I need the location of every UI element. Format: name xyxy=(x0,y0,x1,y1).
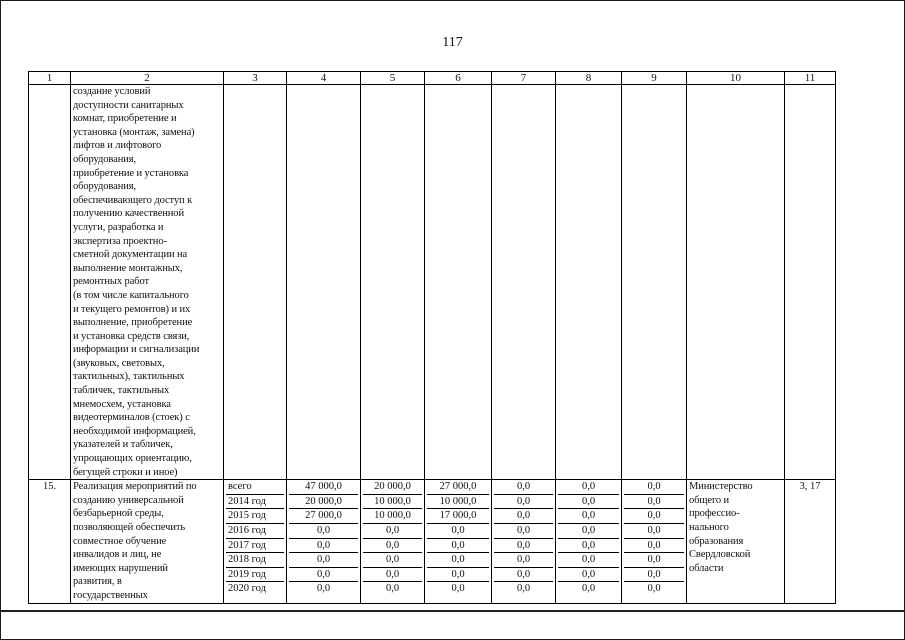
empty-cell xyxy=(622,85,687,480)
value-col7: 0,0 xyxy=(494,553,553,568)
empty-cell xyxy=(492,85,556,480)
period-row xyxy=(289,480,358,494)
col6-values xyxy=(427,480,489,596)
period-label: 2017 год xyxy=(226,538,284,553)
value-col5: 0,0 xyxy=(363,567,422,582)
value-col8: 0,0 xyxy=(558,553,619,568)
period-row xyxy=(624,582,684,596)
period-row xyxy=(494,480,553,494)
period-row xyxy=(363,494,422,509)
period-row xyxy=(558,582,619,596)
period-label: 2018 год xyxy=(226,553,284,568)
col5-values xyxy=(363,480,422,596)
value-col6: 0,0 xyxy=(427,524,489,539)
period-row xyxy=(624,538,684,553)
value-col4: 0,0 xyxy=(289,567,358,582)
value-col5: 0,0 xyxy=(363,553,422,568)
value-col4: 0,0 xyxy=(289,524,358,539)
value-col6: 17 000,0 xyxy=(427,509,489,524)
value-col8: 0,0 xyxy=(558,538,619,553)
value-col8: 0,0 xyxy=(558,567,619,582)
period-row xyxy=(624,553,684,568)
column-number-header-row xyxy=(29,72,836,85)
period-row xyxy=(226,582,284,596)
period-row xyxy=(427,567,489,582)
period-row xyxy=(624,480,684,494)
period-label: 2014 год xyxy=(226,494,284,509)
row-description: Реализация мероприятий по созданию универсальной безбарьерной среды, позволяющей обеспечить совместное обучение инвалидов и лиц, не имеющих нарушений развития, в государственных xyxy=(71,480,224,603)
period-row xyxy=(226,509,284,524)
empty-cell xyxy=(425,85,492,480)
period-row xyxy=(226,567,284,582)
period-row xyxy=(494,582,553,596)
value-col6: 0,0 xyxy=(427,567,489,582)
value-col5: 0,0 xyxy=(363,538,422,553)
period-row xyxy=(427,480,489,494)
value-col5: 0,0 xyxy=(363,524,422,539)
value-col9: 0,0 xyxy=(624,538,684,553)
period-row xyxy=(624,524,684,539)
bottom-rule xyxy=(0,610,905,612)
period-row xyxy=(427,553,489,568)
period-row xyxy=(427,538,489,553)
value-col9: 0,0 xyxy=(624,524,684,539)
value-col8: 0,0 xyxy=(558,494,619,509)
value-col8: 0,0 xyxy=(581,481,596,493)
col9-values xyxy=(624,480,684,596)
value-col5: 10 000,0 xyxy=(363,509,422,524)
executor: Министерство общего и профессио- нального образования Свердловской области xyxy=(687,480,785,603)
column-header: 11 xyxy=(785,72,836,85)
period-row xyxy=(494,509,553,524)
period-row xyxy=(624,509,684,524)
value-col5: 10 000,0 xyxy=(363,494,422,509)
col4-values xyxy=(289,480,358,596)
empty-cell xyxy=(361,85,425,480)
period-row xyxy=(226,538,284,553)
value-col4: 27 000,0 xyxy=(289,509,358,524)
value-col8: 0,0 xyxy=(558,509,619,524)
period-row xyxy=(624,494,684,509)
column-header: 5 xyxy=(361,72,425,85)
period-row xyxy=(289,509,358,524)
continued-description: создание условий доступности санитарных комнат, приобретение и установка (монтаж, замена) лифтов и лифтового оборудования, приобретение и установка оборудования, обеспечивающего доступ к получению качественной услуги, разработка и экспертиза проектно- сметной документации на выполнение монтажных, ремонтных работ (в том числе капитального и текущего ремонтов) и их выполнение, приобретение и установка средств связи, информации и сигнализации (звуковых, световых, тактильных), тактильных табличек, тактильных мнемосхем, установка видеотерминалов (стоек) с необходимой информацией, указателей и табличек, упрощающих ориентацию, бегущей строки и иное) xyxy=(71,85,224,480)
empty-cell xyxy=(785,85,836,480)
col6-cell xyxy=(425,480,492,603)
col8-cell xyxy=(556,480,622,603)
value-col6: 27 000,0 xyxy=(439,481,477,493)
value-col7: 0,0 xyxy=(516,481,531,493)
empty-cell xyxy=(287,85,361,480)
col8-values xyxy=(558,480,619,596)
value-col8: 0,0 xyxy=(558,524,619,539)
column-header: 1 xyxy=(29,72,71,85)
col9-cell xyxy=(622,480,687,603)
value-col9: 0,0 xyxy=(647,481,661,493)
program-table xyxy=(28,71,836,604)
col7-values xyxy=(494,480,553,596)
period-row xyxy=(558,494,619,509)
column-header: 8 xyxy=(556,72,622,85)
period-row xyxy=(289,538,358,553)
period-row xyxy=(558,509,619,524)
period-label: всего xyxy=(228,481,252,493)
empty-cell xyxy=(687,85,785,480)
col5-cell xyxy=(361,480,425,603)
value-col4: 0,0 xyxy=(289,538,358,553)
value-col6: 0,0 xyxy=(427,553,489,568)
value-col7: 0,0 xyxy=(494,494,553,509)
value-col9: 0,0 xyxy=(624,509,684,524)
column-header: 2 xyxy=(71,72,224,85)
period-row xyxy=(363,567,422,582)
period-row xyxy=(363,538,422,553)
period-row xyxy=(289,553,358,568)
value-col5: 20 000,0 xyxy=(374,481,411,493)
column-header: 9 xyxy=(622,72,687,85)
value-col4: 0,0 xyxy=(289,553,358,568)
period-row xyxy=(558,538,619,553)
period-row xyxy=(289,494,358,509)
value-col5: 0,0 xyxy=(363,582,422,596)
period-row xyxy=(624,567,684,582)
period-row xyxy=(226,553,284,568)
value-col7: 0,0 xyxy=(494,509,553,524)
period-label: 2016 год xyxy=(226,524,284,539)
period-row xyxy=(363,582,422,596)
value-col8: 0,0 xyxy=(558,582,619,596)
column-header: 7 xyxy=(492,72,556,85)
period-row xyxy=(289,524,358,539)
period-row xyxy=(558,567,619,582)
row-number: 15. xyxy=(29,480,71,603)
empty-cell xyxy=(29,85,71,480)
period-row xyxy=(494,567,553,582)
period-row xyxy=(494,524,553,539)
value-col4: 20 000,0 xyxy=(289,494,358,509)
column-header: 4 xyxy=(287,72,361,85)
value-col9: 0,0 xyxy=(624,494,684,509)
row-15 xyxy=(29,480,836,603)
value-col6: 10 000,0 xyxy=(427,494,489,509)
period-row xyxy=(494,538,553,553)
period-row xyxy=(427,524,489,539)
empty-cell xyxy=(224,85,287,480)
value-col9: 0,0 xyxy=(624,553,684,568)
period-row xyxy=(363,509,422,524)
period-label: 2019 год xyxy=(226,567,284,582)
column-header: 10 xyxy=(687,72,785,85)
value-col6: 0,0 xyxy=(427,582,489,596)
value-col7: 0,0 xyxy=(494,538,553,553)
period-row xyxy=(289,582,358,596)
periods-list xyxy=(226,480,284,596)
empty-cell xyxy=(556,85,622,480)
periods-cell xyxy=(224,480,287,603)
period-row xyxy=(226,524,284,539)
continued-row xyxy=(29,85,836,480)
period-row xyxy=(427,509,489,524)
value-col4: 0,0 xyxy=(289,582,358,596)
period-row xyxy=(494,553,553,568)
period-row xyxy=(226,480,284,494)
period-row xyxy=(558,524,619,539)
value-col7: 0,0 xyxy=(494,582,553,596)
period-label: 2015 год xyxy=(226,509,284,524)
period-row xyxy=(427,494,489,509)
column-header: 3 xyxy=(224,72,287,85)
period-label: 2020 год xyxy=(226,582,284,596)
column-header: 6 xyxy=(425,72,492,85)
value-col9: 0,0 xyxy=(624,567,684,582)
col4-cell xyxy=(287,480,361,603)
page-number: 117 xyxy=(442,35,463,50)
period-row xyxy=(494,494,553,509)
period-row xyxy=(363,524,422,539)
period-row xyxy=(363,553,422,568)
period-row xyxy=(558,553,619,568)
value-col7: 0,0 xyxy=(494,567,553,582)
col7-cell xyxy=(492,480,556,603)
period-row xyxy=(558,480,619,494)
period-row xyxy=(427,582,489,596)
value-col9: 0,0 xyxy=(624,582,684,596)
target-indicators: 3, 17 xyxy=(785,480,836,603)
period-row xyxy=(363,480,422,494)
period-row xyxy=(226,494,284,509)
value-col6: 0,0 xyxy=(427,538,489,553)
value-col7: 0,0 xyxy=(494,524,553,539)
value-col4: 47 000,0 xyxy=(305,481,342,493)
period-row xyxy=(289,567,358,582)
